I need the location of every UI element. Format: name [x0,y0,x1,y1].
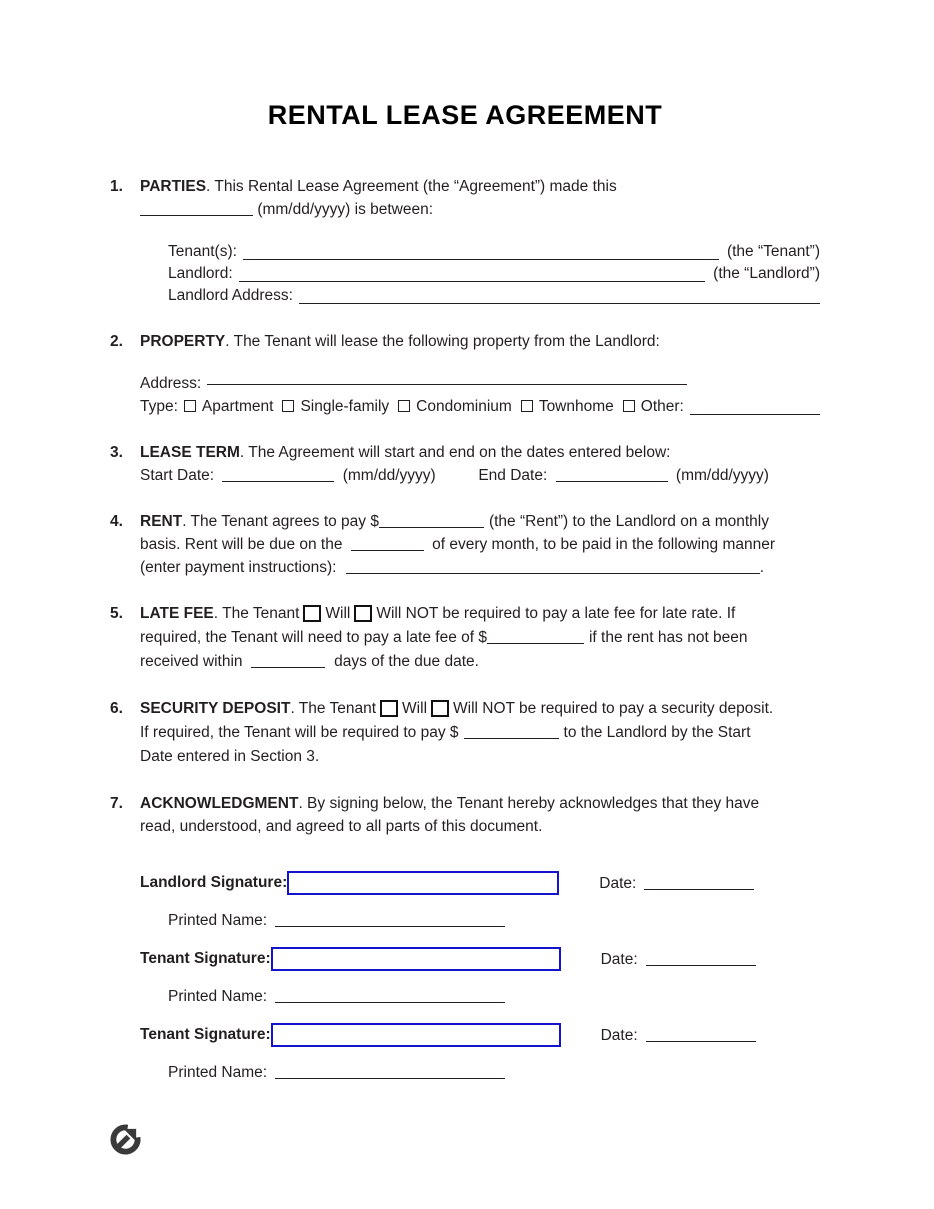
tenant-signature-label: Tenant Signature: [140,1026,271,1043]
late-fee-text-1: . The Tenant [213,605,300,622]
apartment-option-label: Apartment [201,398,274,415]
page-title: RENTAL LEASE AGREEMENT [267,100,663,130]
section-heading: LATE FEE [140,605,214,622]
deposit-text-2: Will NOT be required to pay a security deposit. [453,700,774,717]
landlord-suffix: (the “Landlord”) [713,265,820,282]
section-heading: PARTIES [140,178,207,195]
deposit-will-checkbox[interactable] [380,700,398,717]
landlord-label: Landlord: [168,265,233,282]
deposit-text-5: Date entered in Section 3. [140,748,320,765]
rent-amount-blank[interactable] [379,514,484,528]
rent-text-period: . [759,559,765,576]
late-fee-text-3: required, the Tenant will need to pay a late fee of $ [140,629,487,646]
single-family-checkbox[interactable] [282,400,294,412]
agreement-date-blank[interactable] [140,202,253,216]
deposit-will-not-checkbox[interactable] [431,700,449,717]
section-late-fee [110,602,820,674]
section-acknowledgment [110,792,820,838]
tenant-signature-block-1 [140,946,820,1008]
late-fee-text-6: days of the due date. [334,653,479,670]
date-label: Date: [599,874,637,892]
tenant-label: Tenant(s): [168,243,237,260]
late-fee-amount-blank[interactable] [487,630,584,644]
landlord-signature-block [140,870,820,932]
landlord-date-blank[interactable] [644,876,754,890]
property-type-row [140,396,820,418]
section-lease-term [110,441,820,487]
section-intro: . This Rental Lease Agreement (the “Agreement”) made this [206,178,617,195]
section-security-deposit [110,697,820,769]
deposit-amount-blank[interactable] [464,725,559,739]
section-heading: LEASE TERM [140,444,240,461]
section-intro: . The Agreement will start and end on the dates entered below: [239,444,671,461]
townhome-option-label: Townhome [538,398,614,415]
section-property [110,330,820,418]
section-number: 3. [110,444,123,461]
landlord-address-blank[interactable] [299,290,820,304]
rent-text-1: . The Tenant agrees to pay $ [182,513,379,530]
tenant-signature-field-1[interactable] [271,947,561,971]
section-number: 4. [110,513,123,530]
signature-area [110,870,820,1084]
tenant-name-blank[interactable] [243,246,719,260]
end-date-format: (mm/dd/yyyy) [675,467,769,484]
rent-text-4: of every month, to be paid in the following manner [432,536,776,553]
section-number: 2. [110,333,123,350]
section-parties [110,175,820,307]
rent-text-5: (enter payment instructions): [140,559,337,576]
section-number: 5. [110,605,123,622]
rent-due-day-blank[interactable] [351,537,424,551]
deposit-text-1: . The Tenant [290,700,377,717]
condominium-option-label: Condominium [416,398,512,415]
landlord-signature-label: Landlord Signature: [140,874,288,891]
section-number: 6. [110,700,123,717]
rent-text-3: basis. Rent will be due on the [140,536,343,553]
late-fee-will-label: Will [325,605,351,622]
tenant-suffix: (the “Tenant”) [726,243,820,260]
apartment-checkbox[interactable] [184,400,196,412]
deposit-will-label: Will [402,700,428,717]
landlord-address-row [168,285,820,307]
other-option-label: Other: [640,398,684,415]
tenant-date-blank-1[interactable] [646,952,756,966]
section-number: 1. [110,178,123,195]
tenant-printed-name-blank-2[interactable] [275,1065,505,1079]
late-fee-text-2: Will NOT be required to pay a late fee for late rate. If [376,605,736,622]
printed-name-label: Printed Name: [168,1064,268,1081]
section-heading: RENT [140,513,183,530]
property-address-blank[interactable] [207,371,687,385]
printed-name-label: Printed Name: [168,912,268,929]
start-date-format: (mm/dd/yyyy) [342,467,436,484]
section-heading: ACKNOWLEDGMENT [140,795,299,812]
late-fee-will-not-checkbox[interactable] [354,605,372,622]
date-format-note: (mm/dd/yyyy) is between: [257,201,434,218]
deposit-text-4: to the Landlord by the Start [563,724,751,741]
single-family-option-label: Single-family [300,398,390,415]
section-rent [110,510,820,579]
section-heading: SECURITY DEPOSIT [140,700,291,717]
other-type-blank[interactable] [690,401,820,415]
start-date-label: Start Date: [140,467,215,484]
late-fee-text-5: received within [140,653,243,670]
end-date-blank[interactable] [556,468,668,482]
printed-name-label: Printed Name: [168,988,268,1005]
other-checkbox[interactable] [623,400,635,412]
landlord-printed-name-blank[interactable] [275,913,505,927]
acknowledgment-text-1: . By signing below, the Tenant hereby acknowledges that they have [298,795,760,812]
start-date-blank[interactable] [222,468,334,482]
late-fee-text-4: if the rent has not been [588,629,748,646]
tenant-signature-block-2 [140,1022,820,1084]
tenant-signature-label: Tenant Signature: [140,950,271,967]
tenant-name-row [168,241,820,263]
date-label: Date: [600,950,638,968]
section-number: 7. [110,795,123,812]
tenant-printed-name-blank-1[interactable] [275,989,505,1003]
landlord-address-label: Landlord Address: [168,287,293,304]
late-fee-days-blank[interactable] [251,654,325,668]
footer [110,1124,820,1160]
late-fee-will-checkbox[interactable] [303,605,321,622]
circular-arrow-icon [110,1124,141,1160]
date-label: Date: [600,1026,638,1044]
property-address-label: Address: [140,375,202,392]
payment-instructions-blank[interactable] [346,560,760,574]
acknowledgment-text-2: read, understood, and agreed to all parts of this document. [140,818,543,835]
rent-text-2: (the “Rent”) to the Landlord on a monthly [488,513,769,530]
tenant-signature-field-2[interactable] [271,1023,561,1047]
deposit-text-3: If required, the Tenant will be required to pay $ [140,724,459,741]
property-type-label: Type: [140,398,178,415]
end-date-label: End Date: [478,467,548,484]
section-intro: . The Tenant will lease the following property from the Landlord: [225,333,660,350]
property-address-row [140,373,820,395]
condominium-checkbox[interactable] [398,400,410,412]
section-heading: PROPERTY [140,333,226,350]
landlord-name-blank[interactable] [239,268,706,282]
landlord-signature-field[interactable] [287,871,559,895]
landlord-name-row [168,263,820,285]
tenant-date-blank-2[interactable] [646,1028,756,1042]
townhome-checkbox[interactable] [521,400,533,412]
